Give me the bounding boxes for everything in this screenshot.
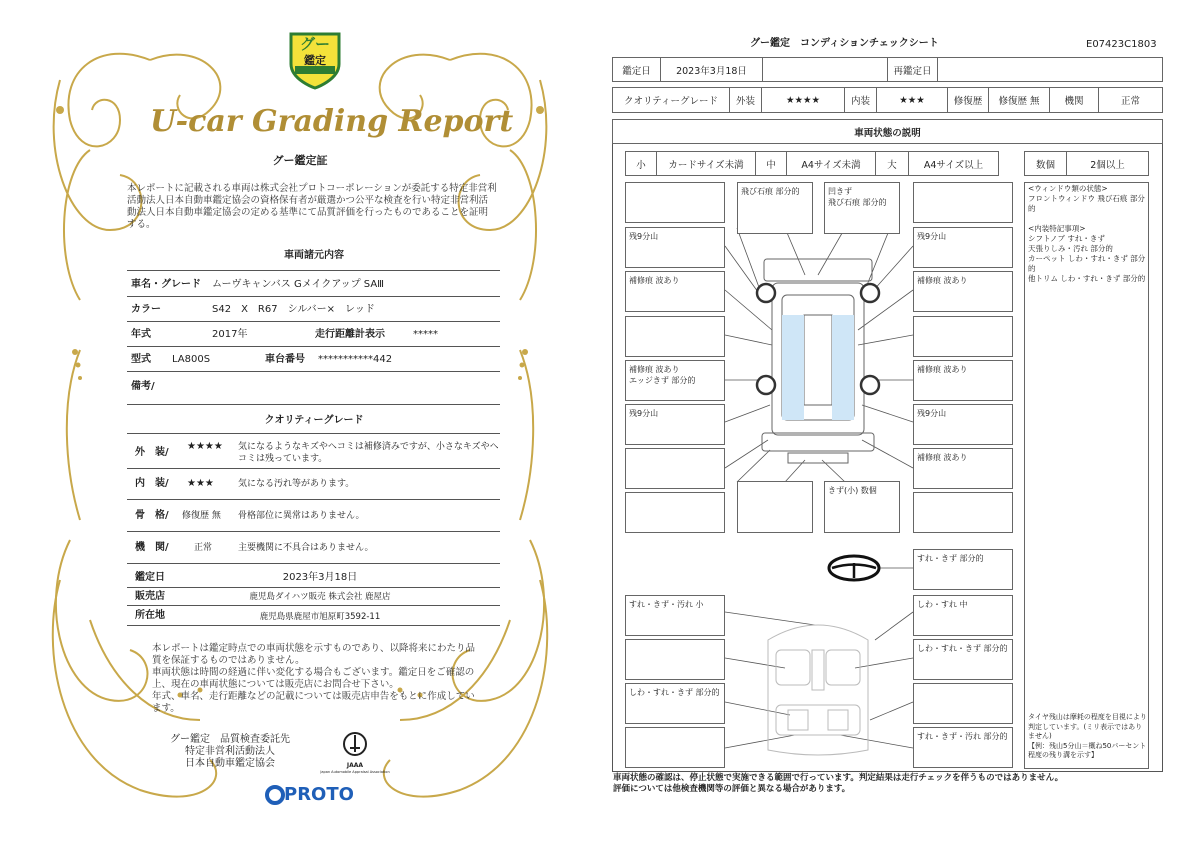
int-box-left-1: すれ・きず・汚れ 小 <box>625 595 725 636</box>
ext-box-left-lower <box>625 448 725 489</box>
frame-value: 修復歴 無 <box>182 511 221 521</box>
sheet-footer-2: 評価については他検査機関等の評価と異なる場合があります。 <box>613 784 851 794</box>
size-large-label: 大 <box>875 151 909 176</box>
ext-box-right-fender: 補修痕 波あり <box>913 271 1013 312</box>
date-label: 鑑定日 <box>135 572 165 583</box>
frame-desc: 骨格部位に異常はありません。 <box>238 511 365 521</box>
size-mid-value: A4サイズ未満 <box>786 151 876 176</box>
ext-box-left-door <box>625 316 725 357</box>
int-stars: ★★★ <box>187 478 214 489</box>
ext-box-front-far-right <box>913 182 1013 223</box>
jaaa-logo-icon <box>340 730 370 762</box>
chassis-label: 車台番号 <box>265 354 305 365</box>
repair-history-value: 修復歴 無 <box>988 87 1050 113</box>
int-box-left-2 <box>625 639 725 680</box>
color-value: S42 X R67 シルバー× レッド <box>212 304 375 315</box>
size-large-value: A4サイズ以上 <box>908 151 999 176</box>
year-value: 2017年 <box>212 329 248 340</box>
specs-heading: 車両諸元内容 <box>284 250 344 261</box>
script-title: U-car Grading Report <box>150 104 514 139</box>
ext-box-rear-far-right <box>913 492 1013 533</box>
quality-heading: クオリティーグレード <box>264 415 364 426</box>
ext-box-front-right: 凹きず 飛び石痕 部分的 <box>824 182 900 234</box>
address-value: 鹿児島県鹿屋市旭原町3592-11 <box>259 612 381 622</box>
ext-box-left-rear: 補修痕 波あり エッジきず 部分的 <box>625 360 725 401</box>
model-value: LA800S <box>172 354 211 365</box>
engine-label: 機 関/ <box>135 542 169 553</box>
reappraisal-label: 再鑑定日 <box>887 57 938 82</box>
dealer-value: 鹿児島ダイハツ販売 株式会社 鹿屋店 <box>249 592 391 602</box>
int-box-right-3 <box>913 683 1013 724</box>
count-label: 数個 <box>1024 151 1067 176</box>
name-label: 車名・グレード <box>131 279 201 290</box>
condition-check-sheet <box>600 0 1200 848</box>
address-label: 所在地 <box>135 610 165 621</box>
ext-box-right-tire-rear: 残9分山 <box>913 404 1013 445</box>
int-desc: 気になる汚れ等があります。 <box>238 479 355 489</box>
document-id: E07423C1803 <box>1086 39 1157 50</box>
proto-text: PROTO <box>284 784 354 805</box>
interior-stars: ★★★ <box>876 87 948 113</box>
ext-box-right-door <box>913 316 1013 357</box>
dealer-label: 販売店 <box>135 591 165 602</box>
ext-desc: 気になるようなキズやヘコミは補修済みですが、小さなキズやヘコミは残っています。 <box>238 442 499 464</box>
ext-box-left-tire-front: 残9分山 <box>625 227 725 268</box>
ext-box-rear-right: きず(小) 数個 <box>824 481 900 533</box>
int-box-left-3: しわ・すれ・きず 部分的 <box>625 683 725 724</box>
count-value: 2個以上 <box>1066 151 1149 176</box>
disclaimer: 本レポートは鑑定時点での車両状態を示すものであり、以降将来にわたり品質を保証するものではありません。 車両状態は時間の経過に伴い変化する場合もございます。鑑定日をご確認の上、現在の車両状態については販売店にお問合せ下さい。 年式、車名、走行距離などの記載については販売店申告をもとに作成しています。 <box>152 643 476 714</box>
exterior-stars: ★★★★ <box>761 87 845 113</box>
year-label: 年式 <box>131 329 151 340</box>
goo-appraisal-badge <box>287 30 343 90</box>
size-mid-label: 中 <box>755 151 787 176</box>
ext-box-right-rear: 補修痕 波あり <box>913 360 1013 401</box>
engine-label: 機関 <box>1049 87 1099 113</box>
ext-stars: ★★★★ <box>187 441 223 452</box>
chassis-value: ***********442 <box>318 354 393 365</box>
ext-box-rear-left <box>625 492 725 533</box>
date-value: 2023年3月18日 <box>282 572 358 583</box>
quality-grade-label: クオリティーグレード <box>612 87 730 113</box>
footer-line-2: 特定非営利活動法人 <box>185 746 275 757</box>
ext-box-front-left <box>625 182 725 223</box>
steering-wheel-icon <box>826 553 882 583</box>
badge-text-1: グー <box>299 35 330 53</box>
jaaa-subtext: Japan Automobile Appraisal Association <box>320 770 390 774</box>
intro-text: 本レポートに記載される車両は株式会社プロトコーポレーションが委託する特定非営利活動法人日本自動車鑑定協会の資格保有者が厳選かつ公平な検査を行い特定非営利活動法人日本自動車鑑定協会の定める基準にて品質評価を行ったものであることを証明する。 <box>127 183 497 230</box>
interior-label: 内装 <box>844 87 877 113</box>
sheet-title: グー鑑定 コンディションチェックシート <box>750 38 939 49</box>
engine-value: 正常 <box>1098 87 1163 113</box>
int-box-right-1: しわ・すれ 中 <box>913 595 1013 636</box>
sheet-footer-1: 車両状態の確認は、停止状態で実施できる範囲で行っています。判定結果は走行チェックを伴うものではありません。 <box>613 773 1064 783</box>
badge-text-2: 鑑定 <box>304 54 326 67</box>
engine-value: 正常 <box>194 543 213 553</box>
car-exterior-diagram <box>752 255 884 467</box>
ext-box-right-lower: 補修痕 波あり <box>913 448 1013 489</box>
model-label: 型式 <box>131 354 151 365</box>
ext-box-left-fender: 補修痕 波あり <box>625 271 725 312</box>
mileage-label: 走行距離計表示 <box>315 329 385 340</box>
footer-line-3: 日本自動車鑑定協会 <box>185 758 275 769</box>
int-box-right-4: すれ・きず・汚れ 部分的 <box>913 727 1013 768</box>
notes-label: 備考/ <box>131 381 155 392</box>
int-box-steering: すれ・きず 部分的 <box>913 549 1013 590</box>
exterior-label: 外装 <box>729 87 762 113</box>
int-box-right-2: しわ・すれ・きず 部分的 <box>913 639 1013 680</box>
size-small-value: カードサイズ未満 <box>656 151 756 176</box>
repair-history-label: 修復歴 <box>947 87 989 113</box>
footer-line-1: グー鑑定 品質検査委託先 <box>170 734 290 745</box>
name-value: ムーヴキャンバス Gメイクアップ SAⅢ <box>212 279 385 290</box>
engine-desc: 主要機関に不具合はありません。 <box>238 543 374 553</box>
frame-label: 骨 格/ <box>135 510 169 521</box>
color-label: カラー <box>131 304 161 315</box>
ext-box-left-tire-rear: 残9分山 <box>625 404 725 445</box>
section-title: 車両状態の説明 <box>612 119 1163 144</box>
certificate-title: グー鑑定証 <box>272 154 328 167</box>
car-interior-diagram <box>758 610 878 760</box>
mileage-value: ***** <box>413 329 438 340</box>
tire-note: タイヤ残山は摩耗の程度を目視により判定しています。(ミリ表示ではありません) 【例：残山5分山＝概ね50パーセント程度の残り溝を示す】 <box>1028 713 1147 759</box>
date-value: 2023年3月18日 <box>660 57 763 82</box>
ext-box-right-tire-front: 残9分山 <box>913 227 1013 268</box>
notes-text: <ウィンドウ類の状態> フロントウィンドウ 飛び石痕 部分的 <内装特記事項> シフトノブ すれ・きず 天張りしみ・汚れ 部分的 カーペット しわ・すれ・きず 部分的 他トリム しわ・すれ・きず 部分的 <box>1028 184 1146 283</box>
int-box-left-4 <box>625 727 725 768</box>
ext-label: 外 装/ <box>135 447 169 458</box>
size-small-label: 小 <box>625 151 657 176</box>
ext-box-front-mid: 飛び石痕 部分的 <box>737 182 813 234</box>
ext-box-rear-mid <box>737 481 813 533</box>
jaaa-text: JAAA <box>346 762 364 769</box>
date-label: 鑑定日 <box>612 57 661 82</box>
int-label: 内 装/ <box>135 478 169 489</box>
proto-logo-icon <box>265 785 285 805</box>
